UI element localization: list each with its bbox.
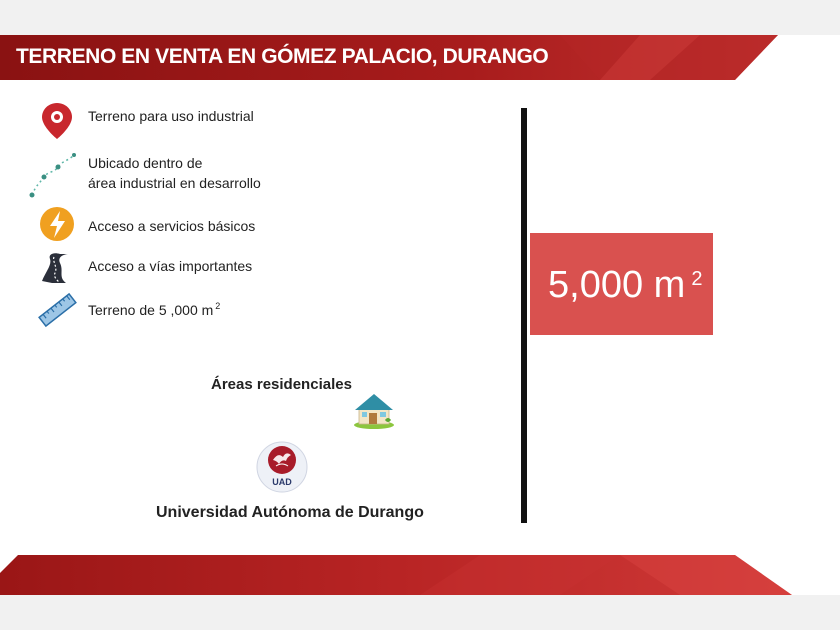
feature-text: Acceso a vías importantes — [88, 258, 253, 274]
feature-text: Terreno para uso industrial — [88, 108, 254, 124]
page-title: TERRENO EN VENTA EN GÓMEZ PALACIO, DURANGO — [16, 45, 549, 68]
feature-text-main: Terreno de 5 ,000 m — [88, 302, 214, 318]
feature-text — [88, 300, 220, 320]
area-value-number: 5,000 m — [548, 264, 686, 306]
plot-divider-line — [521, 108, 527, 523]
feature-text-line2: área industrial en desarrollo — [88, 175, 261, 191]
route-dots-icon — [28, 153, 78, 199]
ruler-icon — [36, 290, 80, 330]
feature-text: Acceso a servicios básicos — [88, 218, 256, 234]
road-icon — [36, 249, 80, 289]
uad-logo-text: UAD — [272, 477, 292, 487]
area-value-sup: 2 — [691, 268, 703, 290]
house-icon — [353, 390, 395, 430]
area-value — [548, 263, 702, 307]
residential-areas-label: Áreas residenciales — [211, 376, 352, 393]
feature-text-line1: Ubicado dentro de — [88, 155, 203, 171]
uad-logo — [256, 441, 308, 493]
slide — [0, 35, 840, 595]
footer-band — [0, 555, 800, 595]
university-label: Universidad Autónoma de Durango — [156, 504, 424, 521]
feature-text-sup: 2 — [215, 301, 221, 311]
lightning-icon — [36, 205, 80, 245]
map-pin-icon — [36, 101, 80, 141]
